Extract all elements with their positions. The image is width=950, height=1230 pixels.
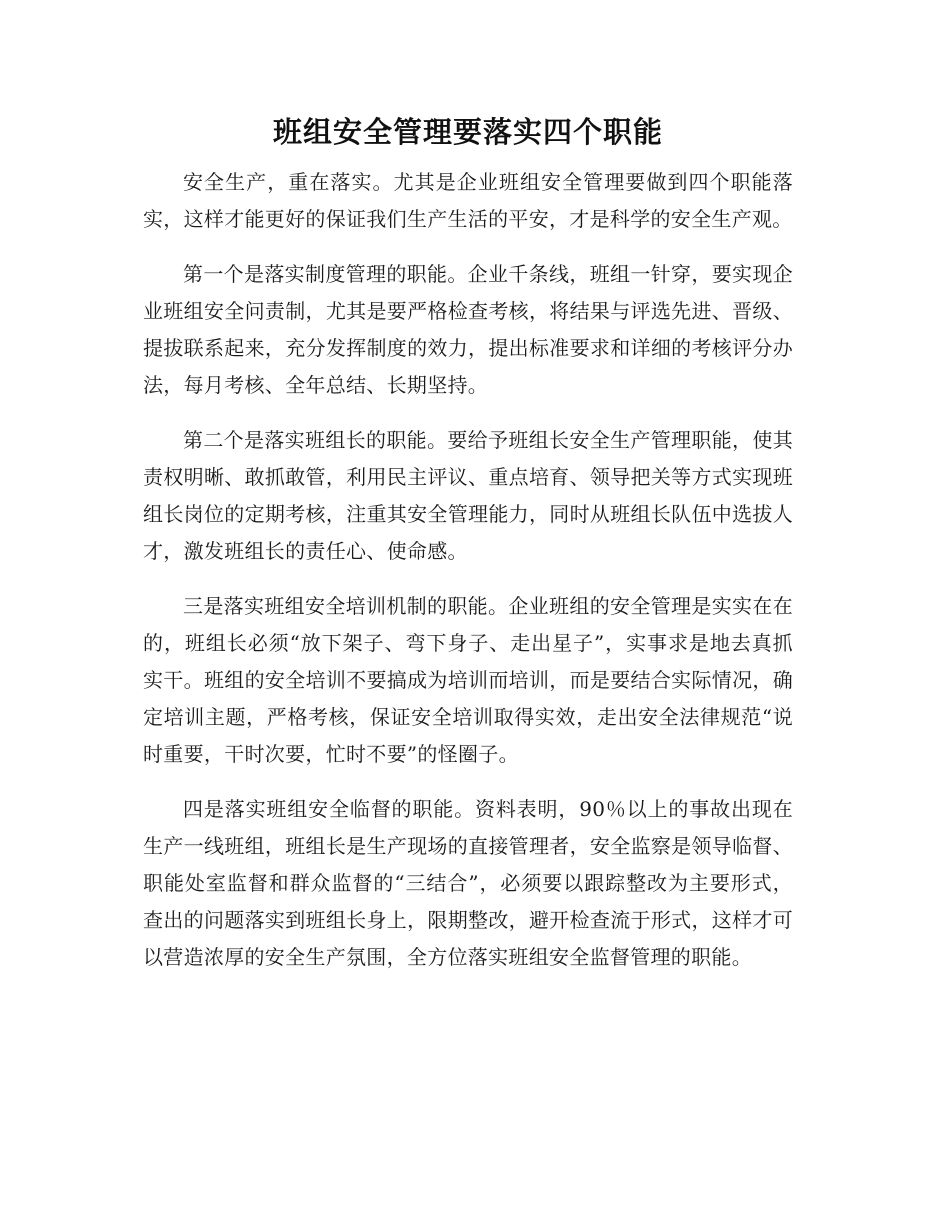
paragraph-intro: 安全生产，重在落实。尤其是企业班组安全管理要做到四个职能落实，这样才能更好的保证我们生产生活的平安，才是科学的安全生产观。 [143, 170, 793, 231]
document-title: 班组安全管理要落实四个职能 [272, 115, 663, 149]
paragraph-safety-supervision: 四是落实班组安全临督的职能。资料表明，90％以上的事故出现在生产一线班组，班组长是生产现场的直接管理者，安全监察是领导临督、职能处室监督和群众监督的“三结合”，必须要以跟踪整改为主要形式，查出的问题落实到班组长身上，限期整改，避开检查流于形式，这样才可以营造浓厚的安全生产氛围，全方位落实班组安全监督管理的职能。 [143, 797, 793, 969]
paragraph-system-management: 第一个是落实制度管理的职能。企业千条线，班组一针穿，要实现企业班组安全问责制，尤其是要严格检查考核，将结果与评选先进、晋级、提拔联系起来，充分发挥制度的效力，提出标准要求和详细的考核评分办法，每月考核、全年总结、长期坚持。 [143, 262, 793, 397]
document-body [143, 164, 793, 994]
paragraph-safety-training: 三是落实班组安全培训机制的职能。企业班组的安全管理是实实在在的，班组长必须“放下架子、弯下身子、走出星子”，实事求是地去真抓实干。班组的安全培训不要搞成为培训而培训，而是要结合实际情况，确定培训主题，严格考核，保证安全培训取得实效，走出安全法律规范“说时重要，干时次要，忙时不要”的怪圈子。 [143, 594, 793, 766]
paragraph-team-leader: 第二个是落实班组长的职能。要给予班组长安全生产管理职能，使其责权明晰、敢抓敢管，利用民主评议、重点培育、领导把关等方式实现班组长岗位的定期考核，注重其安全管理能力，同时从班组长队伍中选拔人才，激发班组长的责任心、使命感。 [143, 428, 793, 563]
